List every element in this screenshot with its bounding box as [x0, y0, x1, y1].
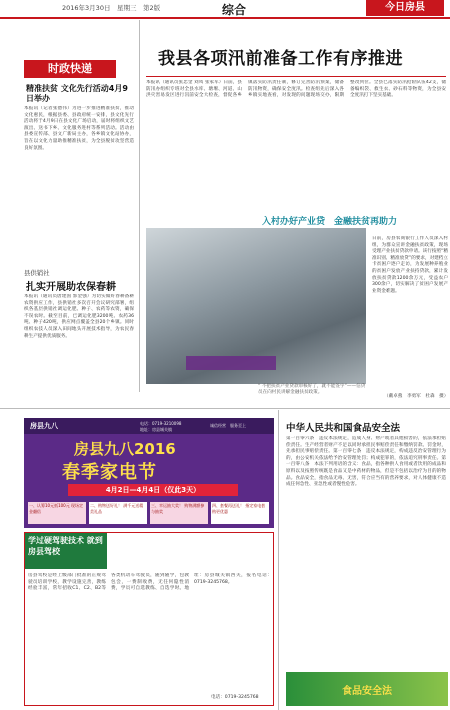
masthead-logo: 今日房县 — [366, 0, 444, 16]
ad-phone1: 电话：0719-3210098 — [140, 421, 182, 426]
ad-title: 房县九八2016 — [74, 440, 176, 458]
section-banner: 时政快递 — [24, 60, 116, 78]
ad-phone3: 诚信经营 服务至上 — [210, 423, 246, 428]
food-ad-banner — [286, 672, 448, 706]
driving-title: 学过硬驾驶技术 就到房县驾校 — [28, 536, 103, 556]
ad-subtitle: 春季家电节 — [62, 462, 157, 483]
lead-headline: 我县各项汛前准备工作有序推进 — [158, 49, 403, 69]
driving-phone: 电话：0719-3245768 — [211, 695, 259, 700]
story1-body: 本报讯（记者张德伟）为进一步推进精准扶贫，推动文化惠民，根据县委、县政府统一安排，县文化先行活动将于4月9日在县文化广场启动，届时将组织文艺演出、送书下乡、文化服务进村等系列活动。活动由县委宣传部、县文广新局主办，各乡镇文化站协办，旨在以文化力量助推精准扶贫，为全县脱贫攻坚营造良好氛围。 — [24, 106, 134, 151]
photo-caption: “ 不把扶贫产业贷款审核好了，就不能签字”——信贷员在向村民讲解金融扶贫政策。 — [258, 384, 366, 396]
food-law-title: 中华人民共和国食品安全法 — [286, 423, 401, 434]
story1-title: 精准扶贫 文化先行活动4月9日举办 — [26, 84, 128, 103]
ad-phone2: 地址：房县城关镇 — [140, 427, 172, 432]
photo-banner — [186, 356, 276, 370]
lead-rule — [146, 76, 446, 77]
ad-benefit-4: 四、套餐再送礼！ 指定家电套购更优惠 — [211, 502, 269, 524]
ad-brand: 房县九八 — [30, 422, 58, 430]
story2-body: 本报讯（通讯员唐建国 郭金强）为切实做好春耕备耕农资供应工作，县供销社多次召开会议研究部署，组织各基层供销社调运化肥、种子、农药等农资，确保不误农时。截至目前，已调运化肥3200吨、农药36吨、种子420吨，供应网点覆盖全县20个乡镇。同时组织农技人员深入田间地头开展技术指导，为农民春耕生产提供优质服务。 — [24, 294, 134, 339]
mid-rule — [0, 408, 450, 409]
header-section: 综合 — [222, 3, 247, 17]
left-divider — [139, 20, 140, 392]
feature-photo — [146, 228, 366, 384]
left-column — [0, 20, 138, 392]
header-date: 2016年3月30日 星期三 第2版 — [62, 4, 161, 12]
food-law-body: 第一百零六条 违反本法规定，造成人身、财产或者其他损害的，依法承担赔偿责任。生产经营者财产不足以同时承担民事赔偿责任和缴纳罚款、罚金时，先承担民事赔偿责任。第一百零七条 违反本法规定，构成违反治安管理行为的，由公安机关依法给予治安管理处罚；构成犯罪的，依法追究刑事责任。第一百零八条 本法下列用语的含义：食品，指各种供人食用或者饮用的成品和原料以及按照传统既是食品又是中药材的物品，但是不包括以治疗为目的的物品。食品安全，指食品无毒、无害，符合应当有的营养要求，对人体健康不造成任何急性、亚急性或者慢性危害。 — [286, 436, 446, 488]
driving-ad — [24, 532, 274, 706]
story2-kicker: 县供销社 — [24, 269, 50, 277]
appliance-ad — [24, 418, 274, 528]
food-ad-slogan: 食品安全法 — [342, 686, 392, 697]
feature-credit: （戴卓燕 李勇军 杜森 摄） — [384, 394, 449, 399]
ad-benefit-2: 二、购物送好礼！ 满千元送精美礼品 — [89, 502, 147, 524]
driving-body: 房县驾校是经上级部门批准的正规驾驶员培训学校，教学设施完善，教练经验丰富，常年招收C1、C2、B2等各类机动车驾驶员，随到随学，包教包会，一费制收费，无任何隐性消费，学员可自选教练、自选学时。地址：房县城关镇西关，报名电话：0719-3245768。 — [28, 573, 272, 592]
ad-benefit-3: 三、幸运抽大奖！ 购物满额参与抽奖 — [150, 502, 208, 524]
lead-body: 本报讯（通讯员张忠金 刘凤 张家军）日前，县防汛办组织专班对全县水库、塘堰、河道、山洪灾害易发区进行汛前安全大检查，督促各乡镇落实防汛责任制，修订完善防汛预案，储备防汛物资，确保安全度汛。检查组先后深入各乡镇实地查看，对发现的问题现场交办，限期整改到位。全县已落实防汛抢险队伍42支，储备编织袋、救生衣、砂石料等物资，为全县安全度汛打下坚实基础。 — [146, 80, 446, 99]
story2-title: 扎实开展助农保春耕 — [26, 282, 116, 293]
ad-benefit-1: 一、认筹10元抵100元 现场定金翻倍 — [28, 502, 86, 524]
ad-dates: 4月2日—4月4日（仅此3天） — [68, 484, 238, 496]
feature-side-text: 日前，房县农商银行工作人员深入村组，为群众宣讲金融扶贫政策，现场受理产业扶贫贷款申请。该行按照“精准识别、精准放贷”的要求，对建档立卡贫困户逐户走访，为发展种养殖业的贫困户发放产业扶持贷款，累计发放扶贫贷款1200余万元，受益农户300余户，切实解决了贫困户发展产业资金难题。 — [372, 236, 448, 294]
header-rule — [0, 17, 450, 19]
feature-subhead: 入村办好产业贷 金融扶贫再助力 — [262, 217, 398, 227]
right-divider — [278, 410, 279, 710]
